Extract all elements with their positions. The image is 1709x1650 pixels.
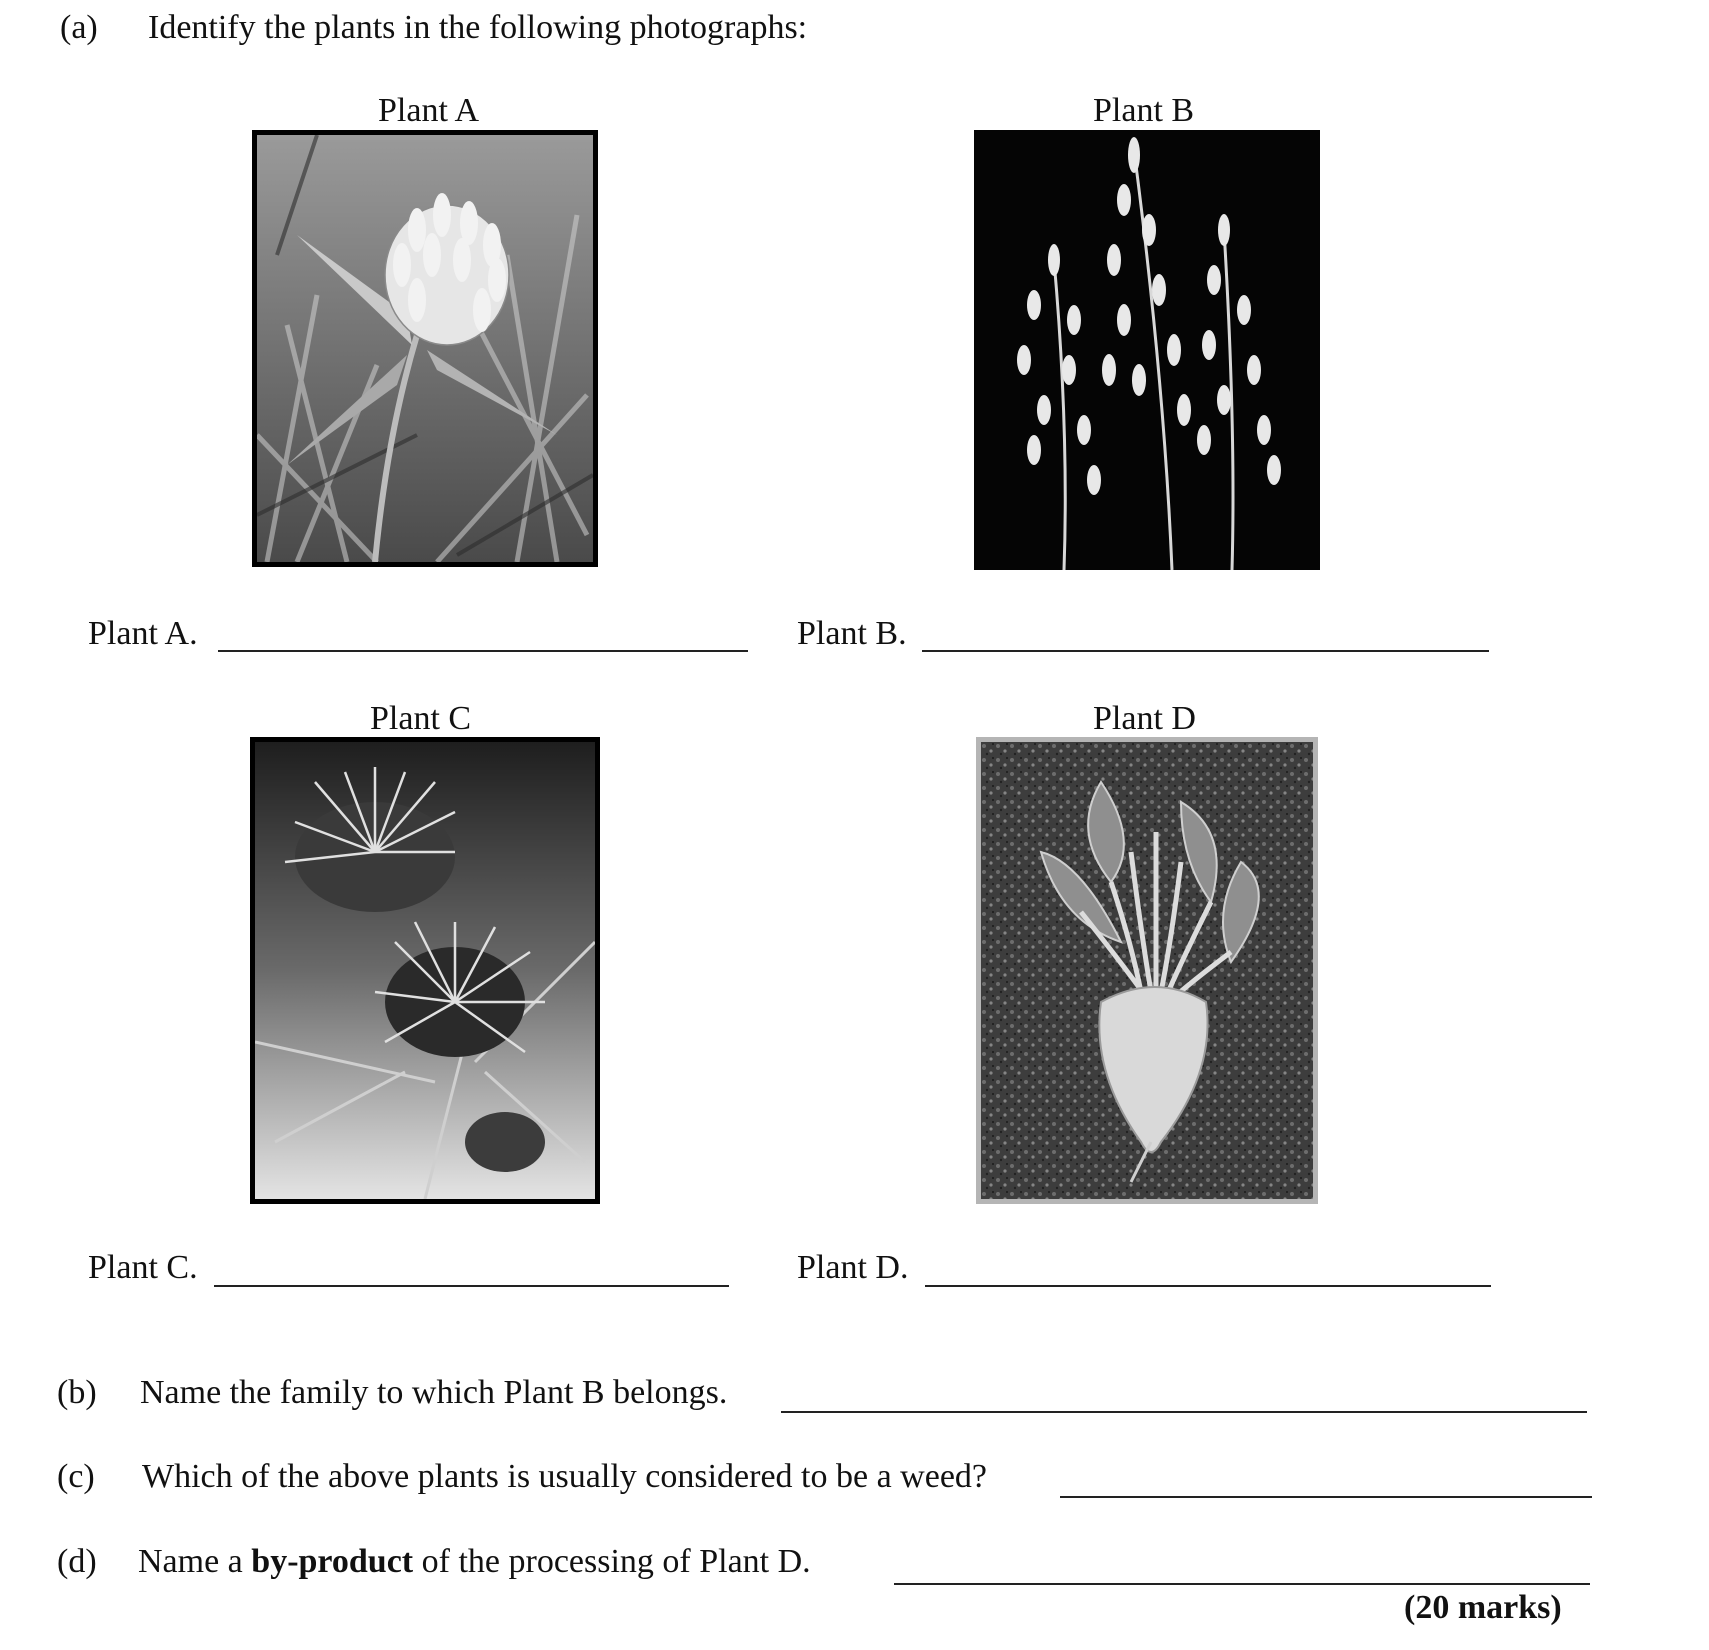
question-a-text: Identify the plants in the following photographs: bbox=[148, 9, 808, 46]
question-d-text bbox=[138, 1542, 811, 1582]
question-c-text: Which of the above plants is usually considered to be a weed? bbox=[142, 1458, 988, 1495]
plant-d-photo bbox=[976, 737, 1318, 1204]
question-b-label: (b) bbox=[57, 1374, 97, 1411]
plant-a-photo bbox=[252, 130, 598, 567]
plant-c-photo bbox=[250, 737, 600, 1204]
plant-a-answer-line[interactable] bbox=[218, 650, 748, 652]
question-a-label: (a) bbox=[60, 9, 98, 46]
plant-d-caption: Plant D bbox=[1093, 700, 1196, 737]
total-marks: (20 marks) bbox=[1404, 1589, 1562, 1626]
plant-b-answer-label: Plant B. bbox=[797, 615, 907, 652]
question-d-label: (d) bbox=[57, 1543, 97, 1580]
question-b-text: Name the family to which Plant B belongs. bbox=[140, 1374, 728, 1411]
question-d-text-after: of the processing of Plant D. bbox=[413, 1543, 811, 1580]
plant-a-answer-label: Plant A. bbox=[88, 615, 198, 652]
plant-a-caption: Plant A bbox=[378, 92, 480, 129]
question-d-answer-line[interactable] bbox=[894, 1583, 1590, 1585]
question-c-label: (c) bbox=[57, 1458, 95, 1495]
plant-d-answer-label: Plant D. bbox=[797, 1249, 909, 1286]
plant-b-photo bbox=[974, 130, 1320, 570]
plant-c-answer-line[interactable] bbox=[214, 1285, 729, 1287]
plant-c-caption: Plant C bbox=[370, 700, 472, 737]
plant-b-answer-line[interactable] bbox=[922, 650, 1489, 652]
plant-c-answer-label: Plant C. bbox=[88, 1249, 198, 1286]
question-b-answer-line[interactable] bbox=[781, 1411, 1587, 1413]
plant-b-caption: Plant B bbox=[1093, 92, 1195, 129]
question-d-text-bold: by-product bbox=[251, 1543, 414, 1580]
question-c-answer-line[interactable] bbox=[1060, 1496, 1592, 1498]
question-d-text-before: Name a bbox=[138, 1543, 252, 1580]
plant-d-answer-line[interactable] bbox=[925, 1285, 1491, 1287]
